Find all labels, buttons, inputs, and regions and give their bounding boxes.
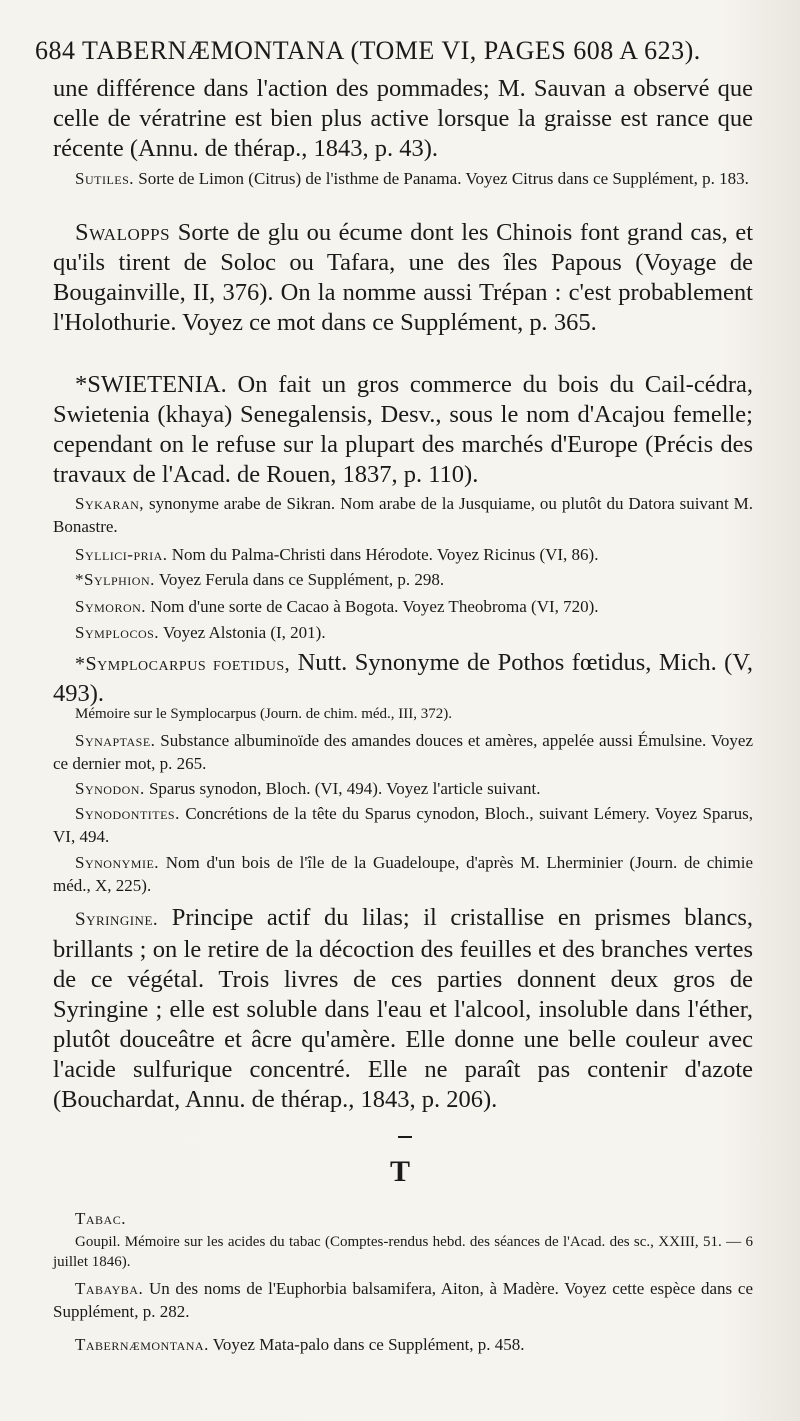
page-number: 684: [35, 36, 76, 65]
entry-text: Voyez Alstonia (I, 201).: [163, 623, 326, 642]
entry-text: Sorte de Limon (Citrus) de l'isthme de Panama. Voyez Citrus dans ce Supplément, p. 183.: [138, 169, 749, 188]
entry-term: Tabernæmontana.: [75, 1335, 209, 1354]
entry-text: Sorte de glu ou écume dont les Chinois font grand cas, et qu'ils tirent de Soloc ou Tafara, une des îles Papous (Voyage de Bougainville, II, 376). On la nomme aussi Trépan : c'est probablement l'Holothurie. Voyez ce mot dans ce Supplément, p. 365.: [53, 219, 754, 336]
entry-term: Syllici-pria.: [75, 545, 168, 564]
entry-text: Principe actif du lilas; il cristallise en prismes blancs, brillants ; on le retire de la décoction des feuilles et des branches vertes de ce végétal. Trois livres de ces parties donnent deux gros de Syringine ; elle est soluble dans l'eau et l'alcool, insoluble dans l'éther, plutôt douceâtre et âcre qu'amère. Elle donne une belle couleur avec l'acide sulfurique concentré. Elle ne paraît pas contenir d'azote (Bouchardat, Annu. de thérap., 1843, p. 206).: [53, 904, 754, 1113]
entry-term: *Sylphion.: [75, 570, 155, 589]
tabac-reference: [53, 1232, 753, 1272]
tome-reference: (TOME VI, PAGES 608 A 623).: [350, 36, 701, 65]
entry-text: Nom du Palma-Christi dans Hérodote. Voyez Ricinus (VI, 86).: [171, 545, 599, 564]
entry-term: Sykaran,: [75, 494, 145, 513]
entry-term: *Symplocarpus foetidus,: [75, 653, 291, 675]
running-title: TABERNÆMONTANA: [82, 36, 344, 65]
entry-text: Nom d'un bois de l'île de la Guadeloupe, d'après M. Lherminier (Journ. de chimie méd., X, 225).: [53, 853, 753, 895]
entry-term: Synodon.: [75, 779, 145, 798]
paragraph-pommades: [53, 74, 753, 164]
reference-text: Mémoire sur le Symplocarpus (Journ. de chim. méd., III, 372).: [75, 706, 452, 722]
entry-text: Voyez Ferula dans ce Supplément, p. 298.: [158, 570, 445, 589]
entry-text: Voyez Mata-palo dans ce Supplément, p. 458.: [212, 1335, 525, 1354]
entry-synodon: [53, 777, 753, 800]
entry-synonymie: [53, 851, 753, 897]
entry-symoron: [53, 595, 753, 618]
entry-sykaran: [53, 492, 753, 538]
entry-sylphion: [53, 568, 753, 591]
page-header: [35, 36, 755, 66]
symplocarpus-reference: [53, 704, 753, 724]
entry-term: Synaptase.: [75, 731, 156, 750]
entry-text: synonyme arabe de Sikran. Nom arabe de la Jusquiame, ou plutôt du Datora suivant M. Bonastre.: [53, 494, 753, 536]
entry-swalopps: [53, 218, 753, 338]
entry-term: *SWIETENIA.: [75, 371, 227, 398]
entry-text: Sparus synodon, Bloch. (VI, 494). Voyez l'article suivant.: [148, 779, 541, 798]
entry-tabac: [53, 1207, 753, 1230]
paragraph-text: une différence dans l'action des pommades; M. Sauvan a observé que celle de vératrine est bien plus active lorsque la graisse est rance que récente (Annu. de thérap., 1843, p. 43).: [53, 75, 753, 162]
entry-text: Nutt. Synonyme de Pothos fœtidus, Mich. (V, 493).: [53, 649, 753, 707]
entry-term: Swalopps: [75, 219, 171, 246]
entry-symplocarpus: [53, 648, 753, 709]
entry-term: Symplocos.: [75, 623, 160, 642]
section-letter: T: [389, 1155, 410, 1188]
entry-text: Concrétions de la tête du Sparus cynodon, Bloch., suivant Lémery. Voyez Sparus, VI, 494.: [53, 804, 753, 846]
entry-swietenia: [53, 370, 753, 490]
entry-synaptase: [53, 729, 753, 775]
entry-text: Nom d'une sorte de Cacao à Bogota. Voyez Theobroma (VI, 720).: [150, 597, 599, 616]
entry-term: Syringine.: [75, 909, 159, 930]
section-separator: [398, 1136, 412, 1138]
entry-symplocos: [53, 621, 753, 644]
entry-text: On fait un gros commerce du bois du Cail-cédra, Swietenia (khaya) Senegalensis, Desv., sous le nom d'Acajou femelle; cependant on le refuse sur la plupart des marchés d'Europe (Précis des travaux de l'Acad. de Rouen, 1837, p. 110).: [53, 371, 753, 488]
entry-term: Tabayba.: [75, 1279, 144, 1298]
entry-term: Tabac.: [75, 1209, 126, 1228]
entry-synodontites: [53, 802, 753, 848]
entry-sutiles: [53, 167, 753, 190]
entry-syringine: [53, 903, 753, 1115]
entry-term: Symoron.: [75, 597, 147, 616]
entry-term: Synodontites.: [75, 804, 180, 823]
entry-term: Synonymie.: [75, 853, 160, 872]
entry-tabernaemontana: [53, 1333, 753, 1356]
entry-text: Substance albuminoïde des amandes douces et amères, appelée aussi Émulsine. Voyez ce dernier mot, p. 265.: [53, 731, 753, 773]
entry-tabayba: [53, 1277, 753, 1323]
entry-term: Sutiles.: [75, 169, 135, 188]
entry-text: Un des noms de l'Euphorbia balsamifera, Aiton, à Madère. Voyez cette espèce dans ce Supplément, p. 282.: [53, 1279, 753, 1321]
entry-syllici-pria: [53, 543, 753, 566]
reference-text: Goupil. Mémoire sur les acides du tabac (Comptes-rendus hebd. des séances de l'Acad. des sc., XXIII, 51. — 6 juillet 1846).: [53, 1234, 753, 1270]
